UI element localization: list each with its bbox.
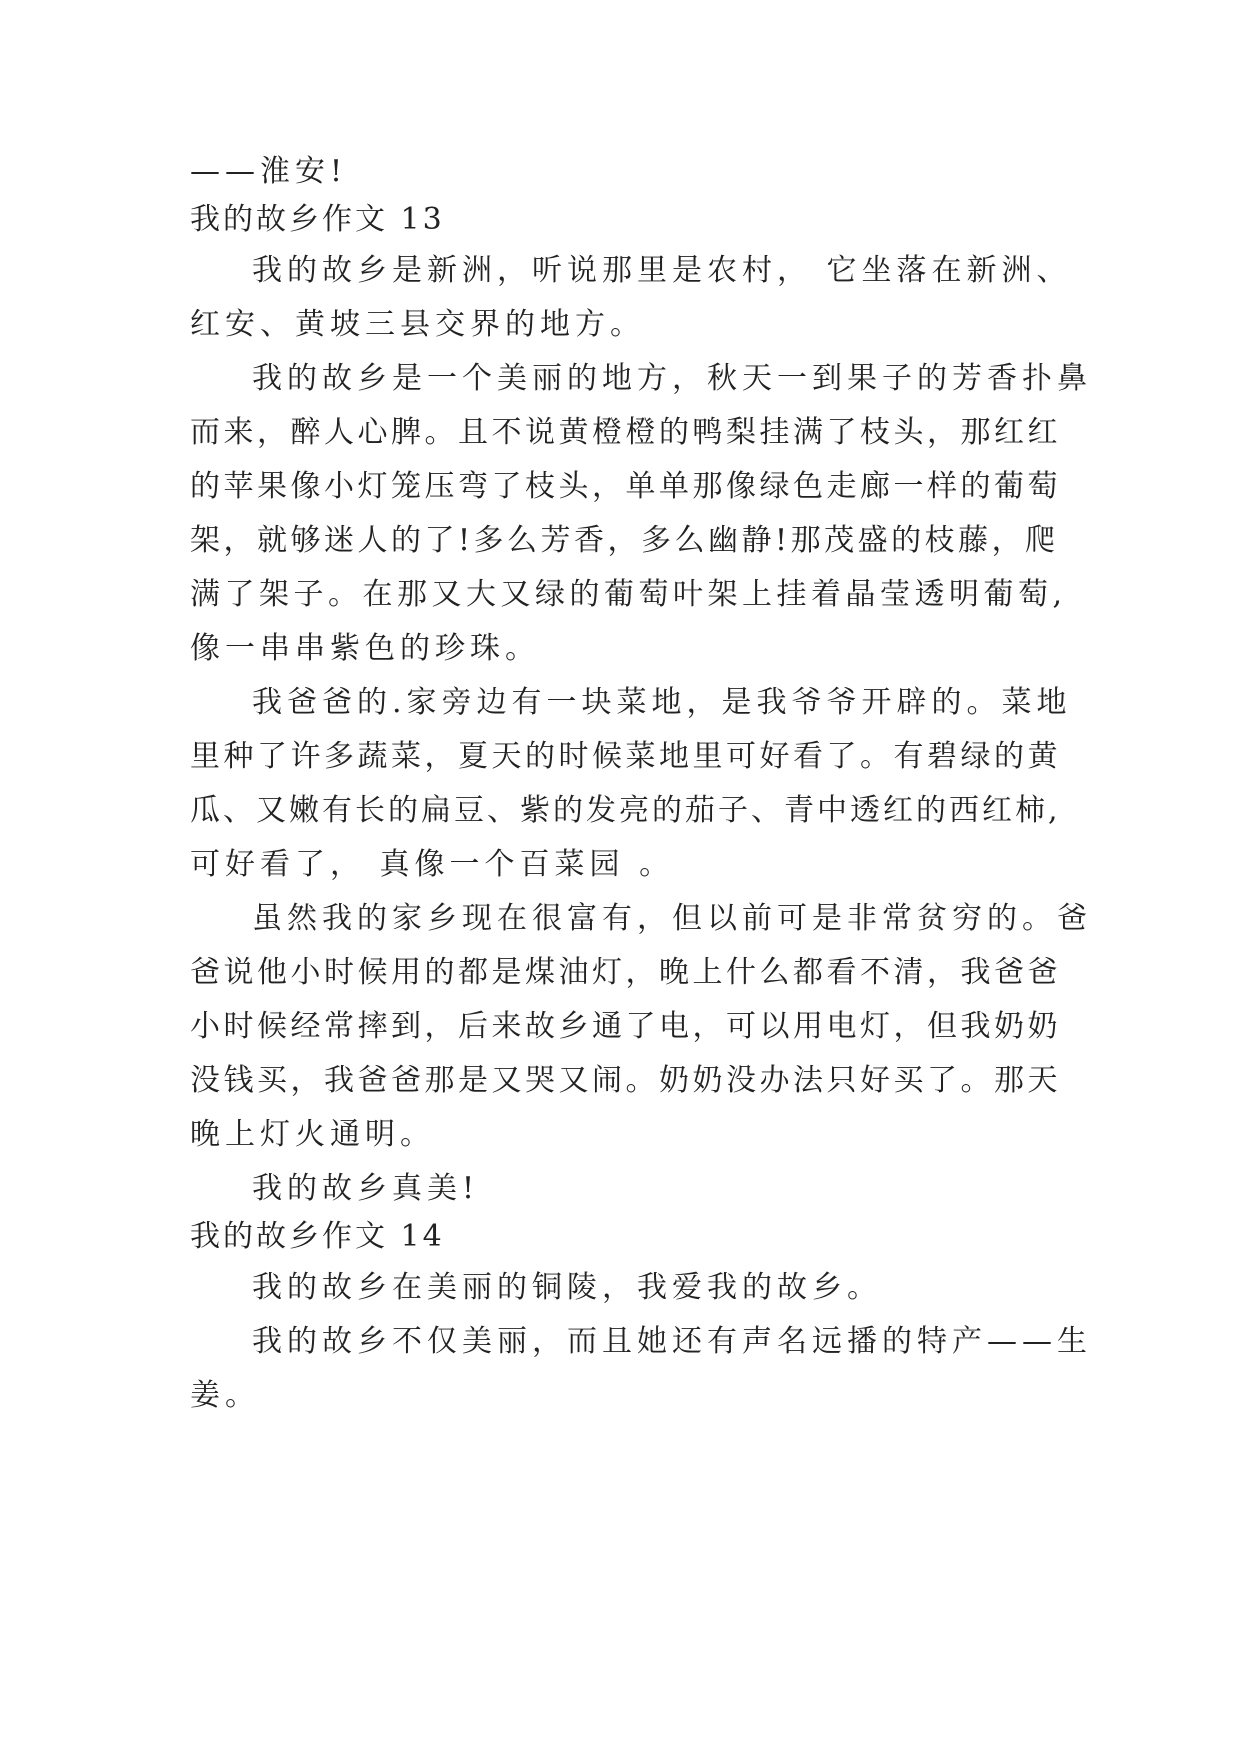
text-line: 的苹果像小灯笼压弯了枝头，单单那像绿色走廊一样的葡萄 [190,469,1061,504]
text-line: 瓜、又嫩有长的扁豆、紫的发亮的茄子、青中透红的西红柿, [190,793,1061,828]
text-line: 我的故乡不仅美丽，而且她还有声名远播的特产——生 [252,1324,1092,1359]
text-line: 没钱买，我爸爸那是又哭又闹。奶奶没办法只好买了。那天 [190,1063,1061,1098]
text-line: 爸说他小时候用的都是煤油灯，晚上什么都看不清，我爸爸 [190,955,1061,990]
text-line: ——淮安! [190,154,348,189]
text-line: 我的故乡是新洲，听说那里是农村， 它坐落在新洲、 [252,253,1072,288]
text-line: 我的故乡是一个美丽的地方，秋天一到果子的芳香扑鼻 [252,361,1092,396]
text-line: 小时候经常摔到，后来故乡通了电，可以用电灯，但我奶奶 [190,1009,1061,1044]
text-line: 我的故乡在美丽的铜陵，我爱我的故乡。 [252,1270,882,1305]
essay-heading: 我的故乡作文 14 [190,1219,445,1254]
text-line: 满了架子。在那又大又绿的葡萄叶架上挂着晶莹透明葡萄, [190,577,1067,612]
text-line: 姜。 [190,1378,260,1413]
text-line: 虽然我的家乡现在很富有，但以前可是非常贫穷的。爸 [252,901,1092,936]
text-line: 我爸爸的.家旁边有一块菜地，是我爷爷开辟的。菜地 [252,685,1072,720]
text-line: 像一串串紫色的珍珠。 [190,631,540,666]
text-line: 架，就够迷人的了!多么芳香，多么幽静!那茂盛的枝藤，爬 [190,523,1059,558]
text-line: 可好看了， 真像一个百菜园 。 [190,847,675,882]
text-line: 里种了许多蔬菜，夏天的时候菜地里可好看了。有碧绿的黄 [190,739,1061,774]
text-line: 我的故乡真美! [252,1171,480,1206]
text-line: 红安、黄坡三县交界的地方。 [190,307,645,342]
text-line: 而来，醉人心脾。且不说黄橙橙的鸭梨挂满了枝头，那红红 [190,415,1061,450]
essay-heading: 我的故乡作文 13 [190,202,445,237]
text-line: 晚上灯火通明。 [190,1117,435,1152]
